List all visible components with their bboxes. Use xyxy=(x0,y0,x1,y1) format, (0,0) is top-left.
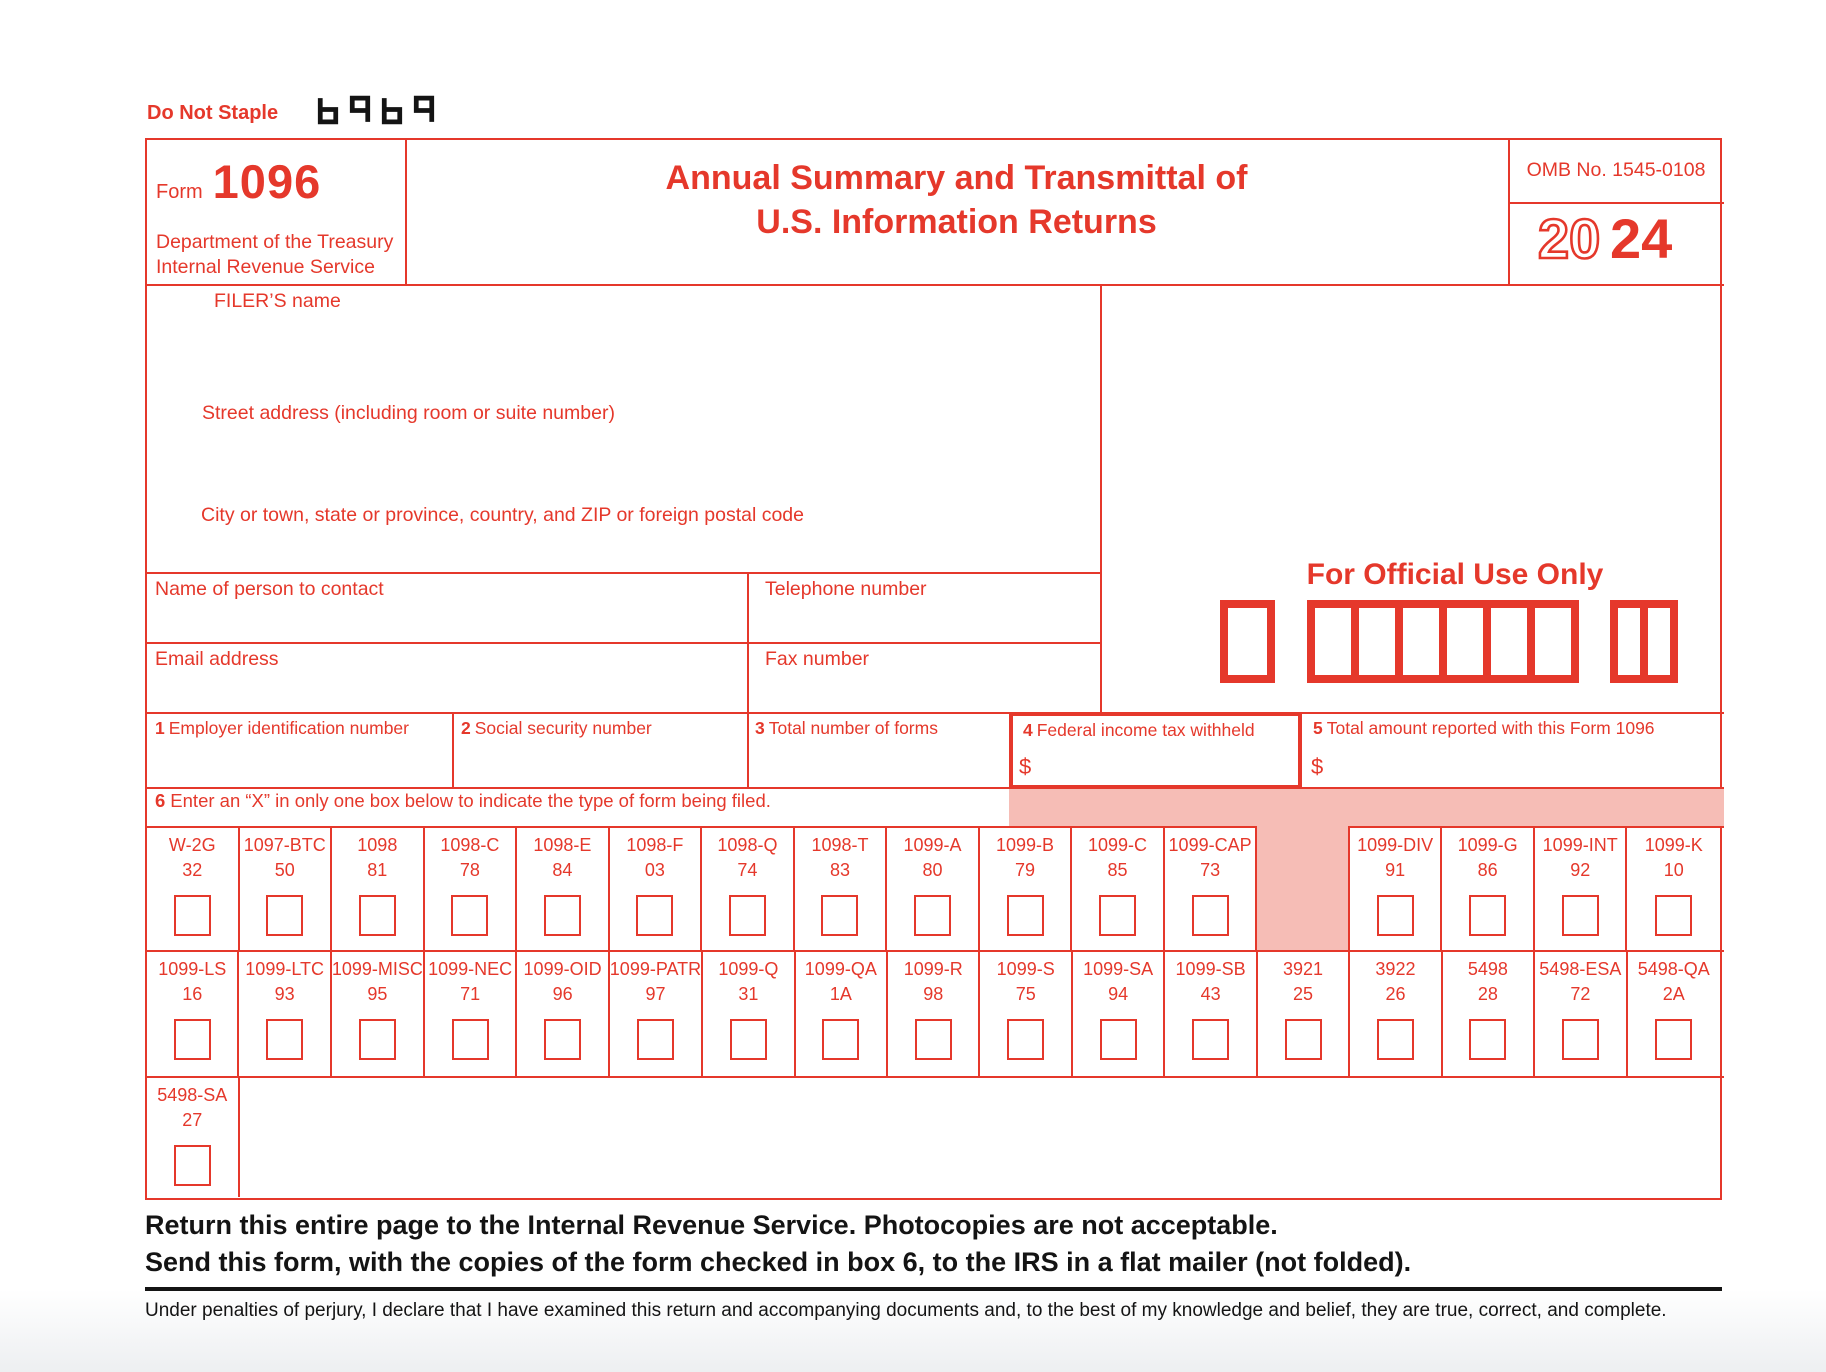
form-type-code: 96 xyxy=(552,984,573,1004)
form-type-name: 1099-C xyxy=(1088,835,1148,855)
form-type-cell-1097-BTC xyxy=(240,826,333,950)
form-type-code: 85 xyxy=(1107,860,1128,880)
form-type-cell-1099-OID xyxy=(517,950,609,1076)
segment-digit-9 xyxy=(347,94,373,126)
checkbox-1097-BTC[interactable] xyxy=(266,895,303,936)
official-use-cell xyxy=(1535,608,1571,675)
telephone-field[interactable] xyxy=(749,574,1098,640)
form-type-name: 1099-OID xyxy=(523,959,602,979)
checkbox-5498-SA[interactable] xyxy=(174,1145,211,1186)
form-type-cell-1098-T xyxy=(795,826,888,950)
form-type-name: 3921 xyxy=(1282,959,1324,979)
form-type-name: 1099-Q xyxy=(718,959,779,979)
filer-name-field[interactable] xyxy=(147,286,1098,396)
form-type-cell-5498 xyxy=(1443,950,1535,1076)
checkbox-1098[interactable] xyxy=(359,895,396,936)
form-type-cell-1099-S xyxy=(980,950,1072,1076)
numbered-row-top-line xyxy=(147,712,1724,714)
box2-label: 2 Social security number xyxy=(461,718,652,738)
official-use-box-pair xyxy=(1610,600,1678,683)
form-type-name: 1098-C xyxy=(440,835,500,855)
checkbox-1099-LS[interactable] xyxy=(174,1019,211,1060)
checkbox-1098-T[interactable] xyxy=(821,895,858,936)
checkbox-5498-QA[interactable] xyxy=(1655,1019,1692,1060)
email-label: Email address xyxy=(155,648,279,670)
agency-name xyxy=(156,230,393,280)
official-use-title: For Official Use Only xyxy=(1306,558,1604,591)
form-type-cell-1099-QA xyxy=(796,950,888,1076)
transmitter-control-code xyxy=(315,94,437,126)
return-instruction-line2: Send this form, with the copies of the form checked in box 6, to the IRS in a flat mailer (not folded). xyxy=(145,1247,1412,1277)
form-type-code: 81 xyxy=(367,860,388,880)
checkbox-1098-Q[interactable] xyxy=(729,895,766,936)
form-type-cell-1099-G xyxy=(1442,826,1535,950)
official-use-cell xyxy=(1447,608,1483,675)
form-type-name: 5498-QA xyxy=(1637,959,1710,979)
form-type-code: 10 xyxy=(1663,860,1684,880)
form-type-code: 74 xyxy=(737,860,758,880)
city-state-zip-label: City or town, state or province, country, and ZIP or foreign postal code xyxy=(201,504,804,526)
form-type-cell-1099-PATR xyxy=(610,950,703,1076)
segment-digit-6 xyxy=(379,94,405,126)
box6-instruction: 6 Enter an “X” in only one box below to indicate the type of form being filed. xyxy=(155,790,771,811)
form-number: 1096 xyxy=(212,155,322,208)
official-use-cell xyxy=(1618,608,1640,675)
form-type-cell-1098-C xyxy=(425,826,518,950)
checkbox-3922[interactable] xyxy=(1377,1019,1414,1060)
checkbox-3921[interactable] xyxy=(1285,1019,1322,1060)
form-type-code: 95 xyxy=(367,984,388,1004)
form-type-code: 28 xyxy=(1477,984,1498,1004)
form-type-name: 1099-LTC xyxy=(245,959,325,979)
empty-grid-area xyxy=(240,1076,1720,1197)
checkbox-1099-Q[interactable] xyxy=(730,1019,767,1060)
form-type-cell-1099-DIV xyxy=(1350,826,1443,950)
filer-name-label: FILER’S name xyxy=(214,290,341,312)
form-type-code: 83 xyxy=(829,860,850,880)
form-type-code: 71 xyxy=(460,984,481,1004)
form-type-cell-1099-SB xyxy=(1165,950,1257,1076)
form-type-code: 72 xyxy=(1570,984,1591,1004)
shaded-empty-cell xyxy=(1257,826,1350,950)
segment-digit-6 xyxy=(315,94,341,126)
form-type-name: 1097-BTC xyxy=(243,835,326,855)
form-type-name: 1099-SA xyxy=(1083,959,1154,979)
form-type-name: 1098-E xyxy=(533,835,592,855)
omb-year-divider xyxy=(1508,202,1724,204)
checkbox-1099-PATR[interactable] xyxy=(637,1019,674,1060)
form-type-cell-3921 xyxy=(1258,950,1350,1076)
box5-dollar-sign: $ xyxy=(1311,754,1324,779)
tax-year xyxy=(1508,206,1724,277)
contact-name-label: Name of person to contact xyxy=(155,578,384,600)
checkbox-1099-INT[interactable] xyxy=(1562,895,1599,936)
box5-label: 5 Total amount reported with this Form 1096 xyxy=(1313,718,1655,738)
checkbox-1099-B[interactable] xyxy=(1007,895,1044,936)
form-type-name: 1099-MISC xyxy=(331,959,423,979)
form-type-cell-1099-SA xyxy=(1073,950,1165,1076)
form-type-name: 1099-PATR xyxy=(609,959,702,979)
form-type-code: 1A xyxy=(829,984,852,1004)
ssn-field[interactable] xyxy=(454,716,745,785)
form-type-name: 1098-Q xyxy=(717,835,778,855)
form-type-code: 25 xyxy=(1293,984,1314,1004)
checkbox-1099-MISC[interactable] xyxy=(359,1019,396,1060)
checkbox-1099-LTC[interactable] xyxy=(266,1019,303,1060)
form-type-name: 1098 xyxy=(357,835,398,855)
official-use-cell xyxy=(1648,608,1670,675)
form-type-code: 16 xyxy=(182,984,203,1004)
form-type-cell-5498-SA xyxy=(147,1076,240,1197)
form-word: Form xyxy=(156,181,203,203)
checkbox-1098-E[interactable] xyxy=(544,895,581,936)
checkbox-1098-C[interactable] xyxy=(451,895,488,936)
checkbox-1099-A[interactable] xyxy=(914,895,951,936)
checkbox-1099-G[interactable] xyxy=(1469,895,1506,936)
form-type-cell-1098-Q xyxy=(702,826,795,950)
tax-year-graphic xyxy=(1530,206,1702,272)
official-use-cell xyxy=(1315,608,1351,675)
form-type-code: 26 xyxy=(1385,984,1406,1004)
checkbox-1099-C[interactable] xyxy=(1099,895,1136,936)
form-1096-body xyxy=(145,138,1722,1200)
telephone-label: Telephone number xyxy=(765,578,927,600)
form-type-code: 2A xyxy=(1662,984,1685,1004)
form-title xyxy=(405,156,1508,244)
perjury-statement: Under penalties of perjury, I declare that I have examined this return and accompanying documents and, to the best of my knowledge and belief, they are true, correct, and complete. xyxy=(145,1300,1667,1321)
form-type-name: 1099-R xyxy=(903,959,963,979)
do-not-staple-label: Do Not Staple xyxy=(147,102,279,124)
checkbox-1099-OID[interactable] xyxy=(544,1019,581,1060)
checkbox-1099-K[interactable] xyxy=(1655,895,1692,936)
total-forms-field[interactable] xyxy=(749,716,1007,785)
form-type-name: 1099-S xyxy=(996,959,1055,979)
form-type-cell-1099-MISC xyxy=(332,950,425,1076)
fax-label: Fax number xyxy=(765,648,870,670)
checkbox-1099-NEC[interactable] xyxy=(452,1019,489,1060)
form-type-name: 1099-LS xyxy=(158,959,227,979)
form-type-cell-W-2G xyxy=(147,826,240,950)
checkbox-W-2G[interactable] xyxy=(174,895,211,936)
street-address-label: Street address (including room or suite number) xyxy=(202,402,615,424)
form-type-cell-1099-R xyxy=(888,950,980,1076)
form-type-code: 97 xyxy=(645,984,666,1004)
box4-dollar-sign: $ xyxy=(1019,754,1032,779)
checkbox-1099-R[interactable] xyxy=(915,1019,952,1060)
form-type-grid-row1 xyxy=(147,826,1720,950)
email-field[interactable] xyxy=(147,644,745,710)
form-type-code: 27 xyxy=(182,1110,203,1130)
form-type-code: 91 xyxy=(1385,860,1406,880)
form-type-cell-1099-INT xyxy=(1535,826,1628,950)
form-title-line1: Annual Summary and Transmittal of xyxy=(665,159,1248,197)
form-type-cell-5498-ESA xyxy=(1535,950,1627,1076)
form-type-name: 1099-SB xyxy=(1175,959,1246,979)
box1-label: 1 Employer identification number xyxy=(155,718,409,738)
official-use-cell xyxy=(1359,608,1395,675)
form-type-name: 1099-K xyxy=(1644,835,1703,855)
form-type-cell-1099-LS xyxy=(147,950,239,1076)
filer-right-divider xyxy=(1100,284,1102,714)
form-type-name: 5498-ESA xyxy=(1539,959,1622,979)
checkbox-5498[interactable] xyxy=(1469,1019,1506,1060)
box6-shaded-strip xyxy=(1009,789,1724,826)
form-type-code: 50 xyxy=(274,860,295,880)
form-type-name: 3922 xyxy=(1375,959,1416,979)
form-type-code: 94 xyxy=(1108,984,1129,1004)
checkbox-1099-QA[interactable] xyxy=(822,1019,859,1060)
agency-line1: Department of the Treasury xyxy=(156,231,394,253)
form-type-name: 1099-CAP xyxy=(1168,835,1252,855)
form-type-name: 5498 xyxy=(1467,959,1508,979)
checkbox-1098-F[interactable] xyxy=(636,895,673,936)
segment-digit-9 xyxy=(411,94,437,126)
official-use-cell xyxy=(1491,608,1527,675)
year-outline-digits: 20 xyxy=(1538,207,1601,270)
form-type-code: 75 xyxy=(1015,984,1036,1004)
form-type-cell-1099-NEC xyxy=(425,950,517,1076)
form-type-code: 03 xyxy=(644,860,665,880)
city-state-zip-field[interactable] xyxy=(147,500,1098,570)
form-type-grid-row3 xyxy=(147,1076,1720,1197)
form-type-name: 1099-DIV xyxy=(1357,835,1434,855)
year-solid-digits: 24 xyxy=(1610,207,1673,270)
form-type-name: 1098-T xyxy=(811,835,869,855)
form-type-cell-1099-Q xyxy=(703,950,795,1076)
official-use-cell xyxy=(1403,608,1439,675)
form-type-cell-1099-LTC xyxy=(239,950,331,1076)
form-type-code: 79 xyxy=(1015,860,1036,880)
official-use-cell xyxy=(1228,608,1267,675)
form-type-cell-3922 xyxy=(1350,950,1442,1076)
checkbox-1099-S[interactable] xyxy=(1007,1019,1044,1060)
box4-label: 4 Federal income tax withheld xyxy=(1023,720,1255,740)
form-type-name: 1099-G xyxy=(1457,835,1518,855)
form-type-code: 43 xyxy=(1200,984,1221,1004)
form-type-code: 32 xyxy=(182,860,203,880)
form-type-cell-1099-C xyxy=(1072,826,1165,950)
form-title-line2: U.S. Information Returns xyxy=(756,203,1157,241)
form-type-cell-1099-K xyxy=(1627,826,1720,950)
form-type-cell-1098 xyxy=(332,826,425,950)
form-type-cell-1098-E xyxy=(517,826,610,950)
form-type-cell-1099-CAP xyxy=(1165,826,1258,950)
form-type-code: 93 xyxy=(274,984,295,1004)
omb-number: OMB No. 1545-0108 xyxy=(1526,159,1706,181)
form-type-code: 78 xyxy=(459,860,480,880)
checkbox-1099-SB[interactable] xyxy=(1192,1019,1229,1060)
form-type-name: 1099-INT xyxy=(1542,835,1618,855)
form-type-code: 73 xyxy=(1200,860,1221,880)
box3-label: 3 Total number of forms xyxy=(755,718,938,738)
total-amount-field[interactable] xyxy=(1307,740,1722,785)
form-type-cell-1099-A xyxy=(887,826,980,950)
form-type-name: 1099-NEC xyxy=(428,959,513,979)
form-type-code: 84 xyxy=(552,860,573,880)
official-use-box-group xyxy=(1307,600,1579,683)
form-type-name: 1099-B xyxy=(995,835,1055,855)
form-type-cell-1099-B xyxy=(980,826,1073,950)
tax-withheld-field[interactable] xyxy=(1015,740,1296,785)
fax-field[interactable] xyxy=(749,644,1098,710)
form-type-name: 1099-A xyxy=(903,835,962,855)
form-type-name: 1099-QA xyxy=(804,959,877,979)
form-type-code: 80 xyxy=(922,860,943,880)
official-use-box-single xyxy=(1220,600,1275,683)
checkbox-5498-ESA[interactable] xyxy=(1562,1019,1599,1060)
form-type-code: 92 xyxy=(1570,860,1591,880)
footer-rule xyxy=(145,1287,1722,1291)
ein-field[interactable] xyxy=(147,716,450,785)
checkbox-1099-DIV[interactable] xyxy=(1377,895,1414,936)
contact-name-field[interactable] xyxy=(147,574,745,640)
agency-line2: Internal Revenue Service xyxy=(156,256,375,278)
form-type-code: 98 xyxy=(923,984,944,1004)
form-type-cell-1098-F xyxy=(610,826,703,950)
return-instruction-line1: Return this entire page to the Internal Revenue Service. Photocopies are not acceptable. xyxy=(145,1210,1278,1240)
form-type-code: 31 xyxy=(738,984,759,1004)
form-type-name: 1098-F xyxy=(626,835,684,855)
street-address-field[interactable] xyxy=(147,398,1098,498)
checkbox-1099-SA[interactable] xyxy=(1100,1019,1137,1060)
form-type-name: W-2G xyxy=(168,835,216,855)
form-type-grid-row2 xyxy=(147,950,1720,1076)
checkbox-1099-CAP[interactable] xyxy=(1192,895,1229,936)
form-type-cell-5498-QA xyxy=(1628,950,1720,1076)
form-type-name: 5498-SA xyxy=(157,1085,228,1105)
form-type-code: 86 xyxy=(1477,860,1498,880)
form-identifier xyxy=(156,154,321,209)
